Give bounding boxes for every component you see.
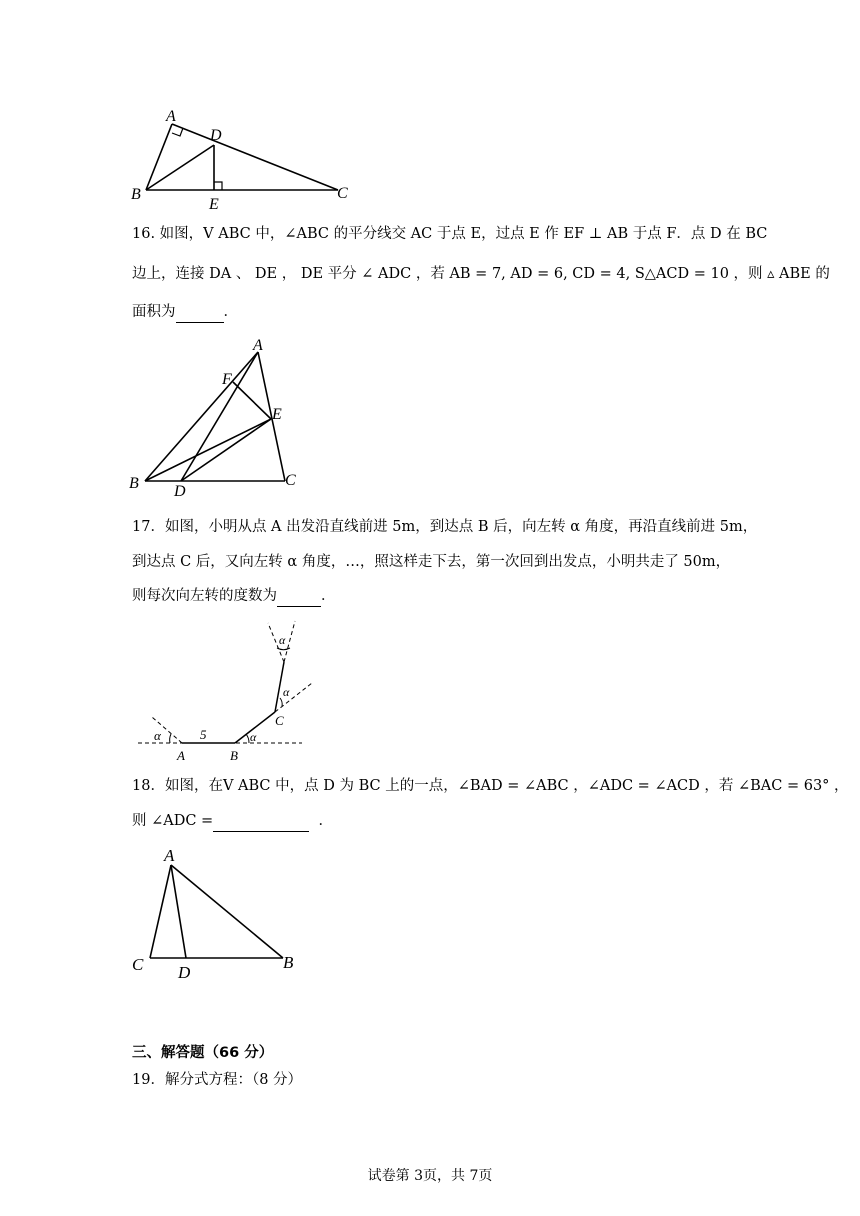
q16-answer-blank[interactable] [176, 302, 224, 323]
label-e: E [209, 196, 219, 213]
figure-q17 [130, 615, 315, 765]
label-c: C [275, 713, 284, 728]
label-d: D [174, 483, 186, 500]
label-b: B [129, 475, 139, 492]
segment-length: 5 [200, 727, 207, 742]
q17-answer-blank[interactable] [277, 586, 321, 607]
figure-q16 [125, 337, 315, 502]
alpha-c: α [283, 685, 290, 699]
q18-period: ． [318, 813, 333, 829]
label-a: A [253, 337, 263, 354]
q18-answer-blank[interactable] [213, 811, 309, 832]
arc-alpha-a [170, 734, 171, 743]
figure-q15 [125, 105, 365, 215]
label-b: B [131, 186, 141, 203]
section-heading: 三、解答题（66 分） [132, 1045, 274, 1061]
segment-ab [145, 352, 258, 481]
label-a: A [177, 748, 185, 763]
q18-prompt: 则 ∠ADC = [132, 813, 214, 829]
segment-be [145, 419, 271, 481]
label-e: E [272, 406, 282, 423]
alpha-a: α [154, 728, 161, 743]
q16-period: ． [223, 304, 238, 320]
segment-ac [150, 865, 171, 958]
dashed-extension-c [275, 683, 312, 712]
label-d: D [178, 963, 191, 982]
q18-line2 [132, 811, 333, 832]
q16-line3 [132, 302, 238, 323]
q17-line3 [132, 586, 336, 607]
label-d: D [210, 127, 222, 144]
q19-text: 19．解分式方程：（8 分） [132, 1072, 303, 1088]
q17-period: ． [321, 588, 336, 604]
q17-line1: 17．如图，小明从点 A 出发沿直线前进 5m，到达点 B 后，向左转 α 角度，再沿直线前进 5m， [132, 519, 758, 535]
arc-alpha-b [246, 734, 249, 743]
q17-line2: 到达点 C 后，又向左转 α 角度，…，照这样走下去，第一次回到出发点，小明共走了 50m， [132, 554, 731, 570]
label-b: B [230, 748, 238, 763]
segment-ab [171, 865, 283, 958]
segment-da [181, 352, 258, 481]
segment-ab [146, 124, 172, 190]
alpha-b: α [250, 730, 257, 744]
q16-line2: 边上，连接 DA 、 DE ， DE 平分 ∠ ADC ，若 AB = 7, AD = 6, CD = 4, S△ACD = 10 ，则 ▵ ABE 的 [132, 266, 830, 282]
q17-prompt: 则每次向左转的度数为 [132, 588, 277, 604]
label-b: B [283, 953, 294, 972]
q16-line1: 16. 如图，V ABC 中，∠ABC 的平分线交 AC 于点 E，过点 E 作 EF ⊥ AB 于点 F．点 D 在 BC [132, 226, 768, 242]
segment-ad [171, 865, 186, 958]
dashed-ray-right [284, 621, 295, 662]
segment-bd [146, 145, 214, 190]
right-angle-a [172, 128, 183, 136]
alpha-top: α [279, 633, 286, 647]
right-angle-e [214, 182, 222, 190]
label-a: A [164, 846, 175, 865]
label-c: C [285, 472, 296, 489]
q16-prompt: 面积为 [132, 304, 176, 320]
label-f: F [222, 371, 232, 388]
figure-q18 [128, 840, 308, 985]
q18-line1: 18．如图，在V ABC 中，点 D 为 BC 上的一点，∠BAD = ∠ABC ，∠ADC = ∠ACD ，若 ∠BAC = 63° ， [132, 778, 849, 794]
label-c: C [337, 185, 348, 202]
segment-de [181, 419, 271, 481]
label-c: C [132, 955, 144, 974]
page-footer: 试卷第 3页，共 7页 [367, 1168, 493, 1184]
label-a: A [166, 108, 176, 125]
arc-alpha-c [280, 698, 282, 706]
